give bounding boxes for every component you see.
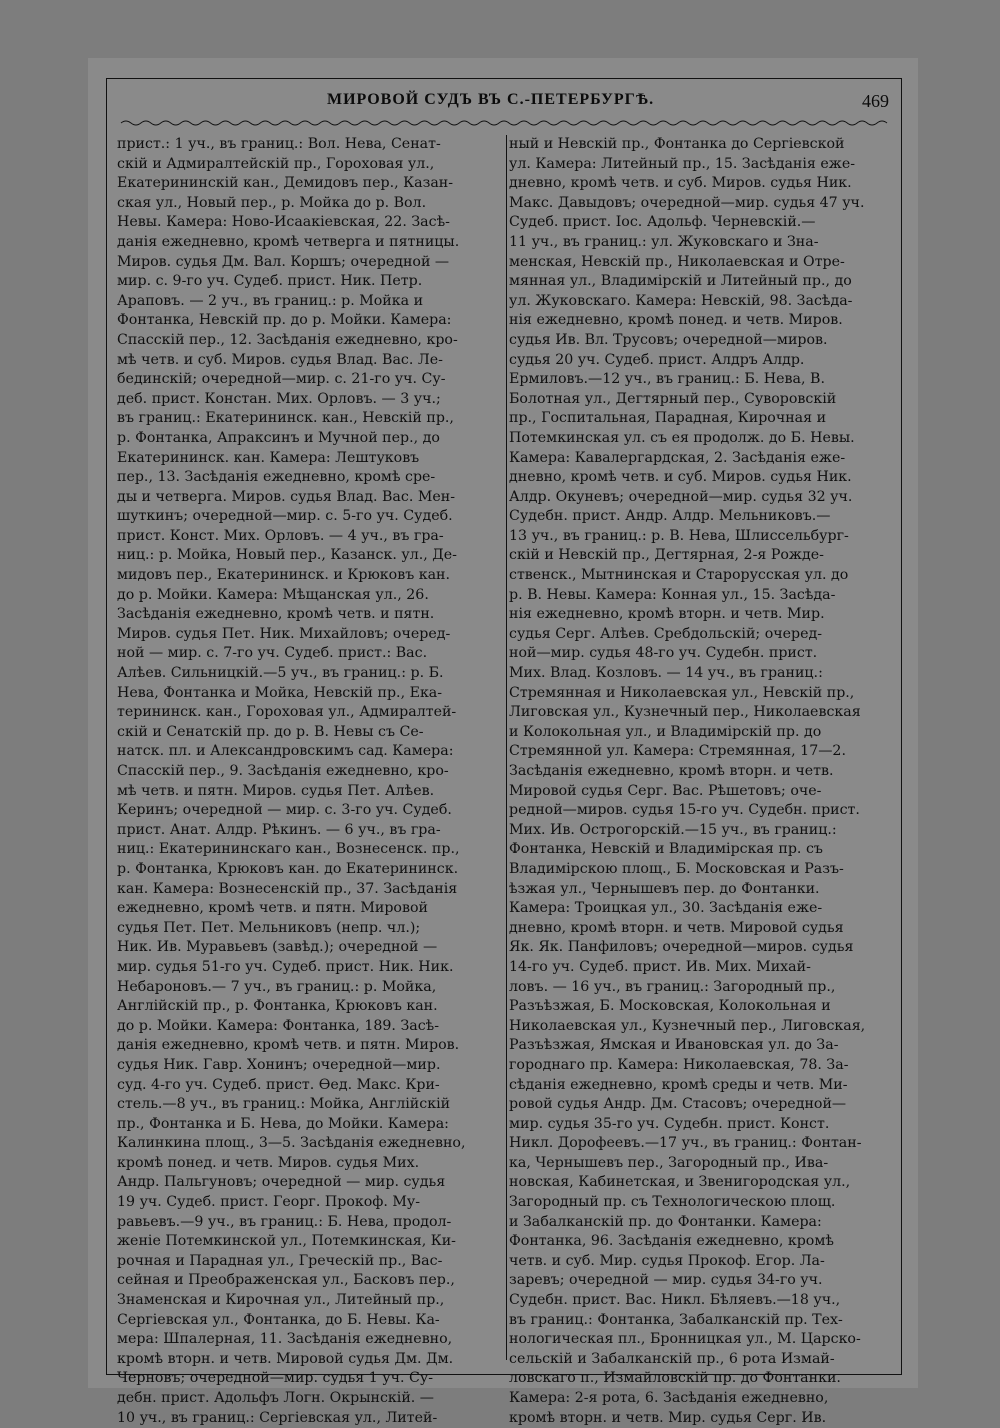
text-line: мѣ четв. и пятн. Миров. судья Пет. Алѣев. (117, 782, 435, 799)
text-line: Стремянной ул. Камера: Стремянная, 17—2. (509, 743, 846, 760)
text-line: прист.: 1 уч., въ границ.: Вол. Нева, Сенат- (117, 136, 441, 152)
text-line: Никл. Дорофеевъ.—17 уч., въ границ.: Фонтан- (509, 1135, 862, 1152)
text-line: кромѣ вторн. и четв. Мировой судья Дм. Дм. (117, 1350, 454, 1367)
text-line: Спасскій пер., 9. Засѣданія ежедневно, кро- (117, 763, 449, 779)
text-line: Макс. Давыдовъ; очередной—мир. судья 47 уч. (509, 194, 865, 211)
text-line: пер., 13. Засѣданія ежедневно, кромѣ сре- (117, 469, 436, 486)
text-line: Невы. Камера: Ново-Исаакіевская, 22. Засѣ- (117, 214, 450, 231)
text-line: ул. Жуковскаго. Камера: Невскій, 98. Засѣда- (509, 292, 853, 309)
text-line: прист. Конст. Мих. Орловъ. — 4 уч., въ гра- (117, 527, 444, 544)
text-line: нологическая пл., Бронницкая ул., М. Царско- (509, 1331, 861, 1348)
text-line: данія ежедневно, кромѣ четв. и пятн. Миров. (117, 1037, 460, 1054)
text-line: до р. Мойки. Камера: Мѣщанская ул., 26. (117, 586, 429, 603)
text-line: Фонтанка, Невскій пр. до р. Мойки. Камера: (117, 312, 452, 329)
text-line: Судебн. прист. Андр. Алдр. Мельниковъ.— (509, 508, 831, 525)
text-line: натск. пл. и Александровскимъ сад. Камера: (117, 743, 454, 760)
text-column-left (117, 135, 505, 1426)
text-line: пр., Госпитальная, Парадная, Кирочная и (509, 410, 827, 427)
text-line: скій и Невскій пр., Дегтярная, 2-я Рожде- (509, 547, 824, 564)
text-line: мера: Шпалерная, 11. Засѣданія ежедневно, (117, 1331, 453, 1348)
text-line: новская, Кабинетская, и Звенигородская ул., (509, 1174, 851, 1191)
text-line: Лиговская ул., Кузнечный пер., Николаевская (509, 704, 861, 721)
text-line: мир. с. 9-го уч. Судеб. прист. Ник. Петр. (117, 273, 423, 290)
text-line: судья Пет. Пет. Мельниковъ (непр. чл.); (117, 919, 421, 936)
text-line: дневно, кромѣ четв. и суб. Миров. судья Ник. (509, 175, 852, 192)
text-line: Андр. Пальгуновъ; очередной — мир. судья (117, 1174, 446, 1191)
page-sheet (88, 58, 918, 1426)
text-line: ровой судья Андр. Дм. Стасовъ; очередной— (509, 1096, 847, 1113)
text-line: и Забалканскій пр. до Фонтанки. Камера: (509, 1213, 822, 1230)
text-line: мир. судья 35-го уч. Судебн. прист. Конст. (509, 1115, 830, 1132)
text-line: судья Ив. Вл. Трусовъ; очередной—миров. (509, 331, 828, 348)
text-line: сейная и Преображенская ул., Басковъ пер., (117, 1272, 455, 1289)
text-line: ной—мир. судья 48-го уч. Судебн. прист. (509, 645, 818, 662)
text-line: ниц.: Екатерининскаго кан., Вознесенск. пр., (117, 841, 460, 858)
text-line: прист. Анат. Алдр. Рѣкинъ. — 6 уч., въ гра- (117, 821, 441, 838)
text-line: суд. 4-го уч. Судеб. прист. Ѳед. Макс. Кри- (117, 1076, 440, 1093)
text-line: терининск. кан., Гороховая ул., Адмиралтей- (117, 704, 457, 721)
text-line: пр., Фонтанка и Б. Нева, до Мойки. Камера: (117, 1115, 449, 1132)
text-line: въ границ.: Фонтанка, Забалканскій пр. Тех- (509, 1311, 843, 1328)
text-line: скій и Адмиралтейскій пр., Гороховая ул., (117, 155, 435, 172)
text-line: мидовъ пер., Екатерининск. и Крюковъ кан. (117, 567, 451, 584)
column-divider (506, 135, 507, 1360)
text-line: Владимірскою площ., Б. Московская и Разъ- (509, 860, 844, 877)
text-line: кромѣ понед. и четв. Миров. судья Мих. (117, 1154, 420, 1171)
text-line: Фонтанка, Невскій и Владимірская пр. съ (509, 841, 823, 858)
text-line: женіе Потемкинской ул., Потемкинская, Ки- (117, 1233, 456, 1250)
text-line: ловъ. — 16 уч., въ границ.: Загородный пр., (509, 978, 836, 995)
text-line: Мих. Ив. Острогорскій.—15 уч., въ границ.: (509, 821, 837, 838)
text-line: Разъѣзжая, Ямская и Ивановская ул. до За- (509, 1037, 839, 1054)
wavy-rule-icon (121, 119, 887, 127)
text-line: Миров. судья Дм. Вал. Коршъ; очередной — (117, 253, 450, 270)
text-line: ственск., Мытнинская и Старорусская ул. до (509, 567, 849, 584)
text-line: 14-го уч. Судеб. прист. Ив. Мих. Михай- (509, 958, 811, 975)
page-number: 469 (862, 91, 889, 111)
text-line: деб. прист. Констан. Мих. Орловъ. — 3 уч.; (117, 390, 441, 407)
page-title: МИРОВОЙ СУДЪ ВЪ С.-ПЕТЕРБУРГѢ. (327, 91, 655, 108)
text-line: бединскій; очередной—мир. с. 21-го уч. Су- (117, 371, 446, 388)
text-line: 10 уч., въ границ.: Сергіевская ул., Литей- (117, 1409, 438, 1426)
text-line: 19 уч. Судеб. прист. Георг. Прокоф. Му- (117, 1194, 421, 1211)
text-line: 13 уч., въ границ.: р. В. Нева, Шлиссельбург- (509, 527, 849, 544)
text-line: судья Ник. Гавр. Хонинъ; очередной—мир. (117, 1056, 441, 1073)
text-line: въ границ.: Екатерининск. кан., Невскій пр., (117, 410, 454, 427)
text-line: Засѣданія ежедневно, кромѣ четв. и пятн. (117, 606, 435, 623)
text-line: сельскій и Забалканскій пр., 6 рота Измай- (509, 1350, 835, 1367)
text-line: нія ежедневно, кромѣ понед. и четв. Миров. (509, 312, 843, 329)
text-line: шуткинъ; очередной—мир. с. 5-го уч. Судеб. (117, 508, 453, 525)
text-line: ежедневно, кромѣ четв. и пятн. Мировой (117, 900, 428, 917)
text-line: Як. Як. Панфиловъ; очередной—миров. судья (509, 939, 854, 956)
text-line: до р. Мойки. Камера: Фонтанка, 189. Засѣ- (117, 1017, 440, 1034)
text-line: р. Фонтанка, Апраксинъ и Мучной пер., до (117, 429, 440, 446)
text-line: мир. судья 51-го уч. Судеб. прист. Ник. Ник. (117, 958, 454, 975)
text-line: ниц.: р. Мойка, Новый пер., Казанск. ул., Де- (117, 547, 457, 564)
text-line: Николаевская ул., Кузнечный пер., Лиговская, (509, 1017, 866, 1034)
text-line: заревъ; очередной — мир. судья 34-го уч. (509, 1272, 823, 1289)
text-line: Загородный пр. съ Технологическою площ. (509, 1194, 836, 1211)
text-line: судья 20 уч. Судеб. прист. Алдръ Алдр. (509, 351, 805, 368)
text-line: Знаменская и Кирочная ул., Литейный пр., (117, 1292, 445, 1309)
text-line: дебн. прист. Адольфъ Логн. Окрынскій. — (117, 1390, 434, 1406)
text-line: мянная ул., Владимірскій и Литейный пр., до (509, 273, 852, 290)
text-line: Камера: Кавалергардская, 2. Засѣданія еже- (509, 449, 846, 466)
text-line: Стремянная и Николаевская ул., Невскій пр., (509, 684, 855, 701)
text-line: ной — мир. с. 7-го уч. Судеб. прист.: Вас. (117, 645, 428, 662)
text-line: Нева, Фонтанка и Мойка, Невскій пр., Ека- (117, 684, 443, 701)
text-line: Камера: 2-я рота, 6. Засѣданія ежедневно, (509, 1390, 829, 1406)
text-line: менская, Невскій пр., Николаевская и Отре- (509, 253, 845, 270)
text-line: Ермиловъ.—12 уч., въ границ.: Б. Нева, В. (509, 371, 825, 388)
text-line: мѣ четв. и суб. Миров. судья Влад. Вас. Ле- (117, 351, 443, 368)
page-frame (106, 78, 902, 1426)
text-line: Судебн. прист. Вас. Никл. Бѣляевъ.—18 уч., (509, 1292, 841, 1309)
text-line: Черновъ; очередной—мир. судья 1 уч. Су- (117, 1370, 434, 1387)
text-line: Разъѣзжая, Б. Московская, Колокольная и (509, 998, 831, 1015)
text-line: стель.—8 уч., въ границ.: Мойка, Англійскій (117, 1096, 451, 1113)
text-line: Англійскій пр., р. Фонтанка, Крюковъ кан. (117, 998, 438, 1015)
running-header (107, 85, 901, 115)
text-line: редной—миров. судья 15-го уч. Судебн. прист. (509, 802, 860, 819)
text-line: данія ежедневно, кромѣ четверга и пятницы. (117, 233, 460, 250)
text-line: судья Серг. Алѣев. Сребдольскій; очеред- (509, 625, 823, 642)
text-line: Спасскій пер., 12. Засѣданія ежедневно, кро- (117, 331, 458, 348)
text-line: равьевъ.—9 уч., въ границ.: Б. Нева, продол- (117, 1213, 452, 1230)
text-line: р. В. Невы. Камера: Конная ул., 15. Засѣда- (509, 586, 836, 603)
text-line: Мировой судья Серг. Вас. Рѣшетовъ; оче- (509, 782, 822, 799)
text-line: ская ул., Новый пер., р. Мойка до р. Вол. (117, 194, 427, 211)
text-line: скій и Сенатскій пр. до р. В. Невы съ Се- (117, 723, 424, 740)
text-line: Камера: Троицкая ул., 30. Засѣданія еже- (509, 900, 823, 917)
text-line: ный и Невскій пр., Фонтанка до Сергіевской (509, 136, 845, 152)
text-line: Сергіевская ул., Фонтанка, до Б. Невы. Ка- (117, 1311, 440, 1328)
text-line: Екатерининск. кан. Камера: Лештуковъ (117, 449, 420, 466)
text-line: ѣзжая ул., Чернышевъ пер. до Фонтанки. (509, 880, 820, 897)
text-line: Алѣев. Сильницкій.—5 уч., въ границ.: р. Б. (117, 665, 444, 682)
text-line: нія ежедневно, кромѣ вторн. и четв. Мир. (509, 606, 825, 623)
text-line: четв. и суб. Мир. судья Прокоф. Егор. Ла- (509, 1252, 825, 1269)
text-line: ул. Камера: Литейный пр., 15. Засѣданія еже- (509, 155, 856, 172)
text-line: Ник. Ив. Муравьевъ (завѣд.); очередной — (117, 939, 438, 956)
text-line: дневно, кромѣ четв. и суб. Миров. судья Ник. (509, 469, 852, 486)
text-line: 11 уч., въ границ.: ул. Жуковскаго и Зна- (509, 233, 819, 250)
text-line: рочная и Парадная ул., Греческій пр., Вас- (117, 1252, 443, 1269)
text-line: Засѣданія ежедневно, кромѣ вторн. и четв. (509, 763, 834, 779)
text-line: Керинъ; очередной — мир. с. 3-го уч. Судеб. (117, 802, 452, 819)
text-line: и Колокольная ул., и Владимірскій пр. до (509, 723, 822, 740)
text-line: ловскаго п., Измайловскій пр. до Фонтанки. (509, 1370, 841, 1387)
text-line: Араповъ. — 2 уч., въ границ.: р. Мойка и (117, 292, 424, 309)
text-column-right (509, 135, 897, 1426)
text-line: Болотная ул., Дегтярный пер., Суворовскій (509, 390, 837, 407)
text-line: Екатерининскій кан., Демидовъ пер., Казан- (117, 175, 454, 192)
text-line: Фонтанка, 96. Засѣданія ежедневно, кромѣ (509, 1233, 834, 1250)
text-line: кан. Камера: Вознесенскій пр., 37. Засѣданія (117, 880, 458, 897)
text-line: ды и четверга. Миров. судья Влад. Вас. Мен- (117, 488, 456, 505)
text-line: Мих. Влад. Козловъ. — 14 уч., въ границ.: (509, 665, 823, 682)
text-line: кромѣ вторн. и четв. Мир. судья Серг. Ив. (509, 1409, 827, 1426)
text-line: ка, Чернышевъ пер., Загородный пр., Ива- (509, 1154, 829, 1171)
text-line: Калинкина площ., 3—5. Засѣданія ежедневно, (117, 1135, 466, 1152)
text-line: Алдр. Окуневъ; очередной—мир. судья 32 уч. (509, 488, 853, 505)
text-line: дневно, кромѣ вторн. и четв. Мировой судья (509, 919, 844, 936)
header-rule (121, 119, 887, 127)
text-line: Потемкинская ул. съ ея продолж. до Б. Невы. (509, 429, 855, 446)
text-line: Судеб. прист. Іос. Адольф. Черневскій.— (509, 214, 816, 231)
text-line: Небароновъ.— 7 уч., въ границ.: р. Мойка, (117, 978, 437, 995)
text-line: сѣданія ежедневно, кромѣ среды и четв. Ми- (509, 1076, 848, 1093)
text-line: городнаго пр. Камера: Николаевская, 78. За- (509, 1056, 849, 1073)
text-line: Миров. судья Пет. Ник. Михайловъ; очеред- (117, 625, 451, 642)
text-line: р. Фонтанка, Крюковъ кан. до Екатерининск. (117, 860, 459, 877)
